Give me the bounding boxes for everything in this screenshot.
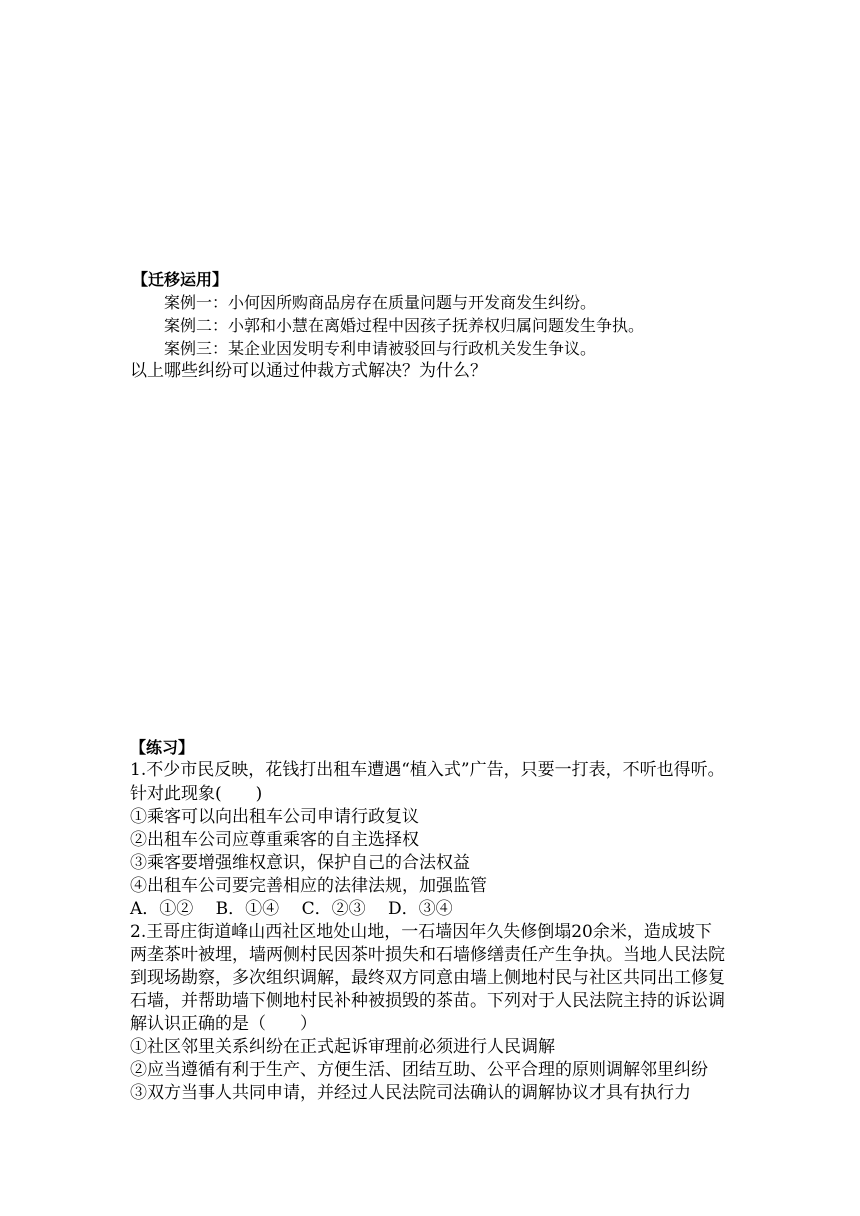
q1-stem-line-2: 针对此现象( ) xyxy=(130,784,263,804)
q2-stem-line-1: 2.王哥庄街道峰山西社区地处山地，一石墙因年久失修倒塌20余米，造成坡下 xyxy=(130,922,712,942)
q1-answer-choices: A．①② B．①④ C．②③ D．③④ xyxy=(130,899,453,919)
q2-stem-line-5: 解认识正确的是（ ） xyxy=(130,1014,317,1034)
case-2: 案例二：小郭和小慧在离婚过程中因孩子抚养权归属问题发生争执。 xyxy=(164,316,645,335)
migration-heading: 【迁移运用】 xyxy=(132,270,229,289)
case-3: 案例三：某企业因发明专利申请被驳回与行政机关发生争议。 xyxy=(164,339,597,358)
q2-stem-line-4: 石墙，并帮助墙下侧地村民补种被损毁的茶苗。下列对于人民法院主持的诉讼调 xyxy=(130,991,725,1011)
q2-option-3: ③双方当事人共同申请，并经过人民法院司法确认的调解协议才具有执行力 xyxy=(130,1083,691,1103)
q2-stem-line-3: 到现场勘察，多次组织调解，最终双方同意由墙上侧地村民与社区共同出工修复 xyxy=(130,968,725,988)
practice-heading: 【练习】 xyxy=(130,738,195,757)
q1-option-3: ③乘客要增强维权意识，保护自己的合法权益 xyxy=(130,853,470,873)
q2-option-2: ②应当遵循有利于生产、方便生活、团结互助、公平合理的原则调解邻里纠纷 xyxy=(130,1060,708,1080)
q1-option-2: ②出租车公司应尊重乘客的自主选择权 xyxy=(130,830,419,850)
case-1: 案例一：小何因所购商品房存在质量问题与开发商发生纠纷。 xyxy=(164,293,597,312)
q1-option-4: ④出租车公司要完善相应的法律法规，加强监管 xyxy=(130,876,487,896)
q1-stem-line-1: 1.不少市民反映，花钱打出租车遭遇“植入式”广告，只要一打表，不听也得听。 xyxy=(130,760,725,780)
q2-option-1: ①社区邻里关系纠纷在正式起诉审理前必须进行人民调解 xyxy=(130,1037,555,1057)
migration-question: 以上哪些纠纷可以通过仲裁方式解决？为什么？ xyxy=(130,361,487,381)
q2-stem-line-2: 两垄茶叶被埋，墙两侧村民因茶叶损失和石墙修缮责任产生争执。当地人民法院 xyxy=(130,945,725,965)
q1-option-1: ①乘客可以向出租车公司申请行政复议 xyxy=(130,807,419,827)
